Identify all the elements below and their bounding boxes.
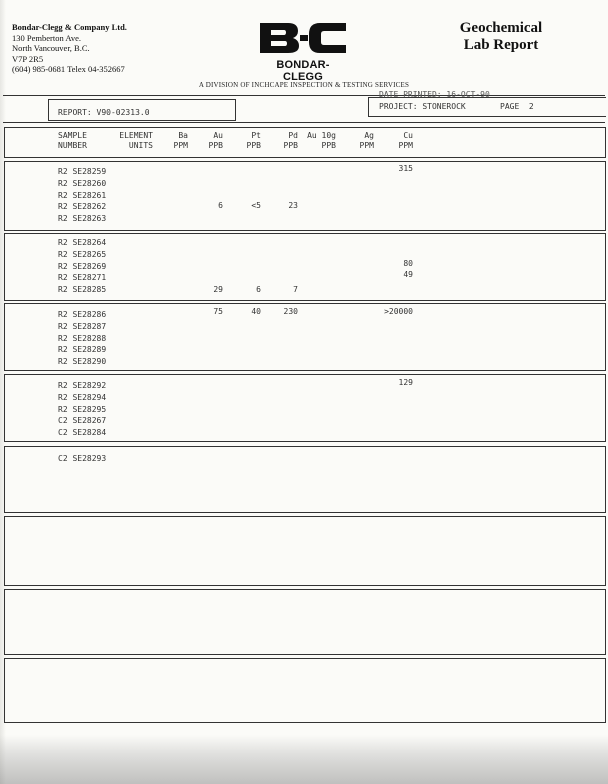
group-1-rows bbox=[58, 166, 106, 225]
sample-number: R2 SE28261 bbox=[58, 190, 107, 200]
sample-group-box-7 bbox=[4, 589, 606, 655]
sample-number: R2 SE28259 bbox=[58, 167, 107, 176]
header-rule-bottom bbox=[3, 122, 605, 123]
header-rule-top bbox=[3, 95, 605, 96]
sample-number: R2 SE28262 bbox=[58, 202, 107, 212]
group-3-rows bbox=[58, 309, 106, 368]
sample-number: R2 SE28289 bbox=[58, 345, 107, 355]
col-pt bbox=[231, 131, 261, 151]
col-au10g-unit: PPB bbox=[321, 141, 336, 150]
division-tagline: A DIVISION OF INCHCAPE INSPECTION & TESTING SERVICES bbox=[198, 81, 410, 89]
pt-value: 6 bbox=[256, 285, 261, 294]
col-cu bbox=[383, 131, 413, 151]
company-address-line2: North Vancouver, B.C. bbox=[12, 43, 90, 53]
pt-value: <5 bbox=[251, 201, 261, 210]
au-value: 29 bbox=[213, 285, 223, 294]
col-pt-element: Pt bbox=[251, 131, 261, 140]
sample-group-box-8 bbox=[4, 658, 606, 723]
col-sample bbox=[58, 131, 87, 151]
cu-value: 315 bbox=[398, 164, 413, 173]
company-name: Bondar-Clegg & Company Ltd. bbox=[12, 22, 127, 32]
col-element-line2: UNITS bbox=[128, 141, 153, 150]
col-pt-unit: PPB bbox=[246, 141, 261, 150]
sample-number: R2 SE28294 bbox=[58, 392, 107, 402]
col-element-line1: ELEMENT bbox=[119, 131, 153, 140]
sample-number: C2 SE28293 bbox=[58, 454, 107, 463]
sample-number: R2 SE28265 bbox=[58, 249, 107, 259]
au-value: 6 bbox=[218, 201, 223, 210]
pt-value: 40 bbox=[251, 307, 261, 316]
sample-number: R2 SE28285 bbox=[58, 285, 107, 295]
sample-number: R2 SE28263 bbox=[58, 214, 107, 224]
col-au10g bbox=[296, 131, 336, 151]
cu-value: 49 bbox=[403, 270, 413, 279]
project-name: PROJECT: STONEROCK bbox=[379, 102, 466, 111]
col-pd-element: Pd bbox=[288, 131, 298, 140]
col-pd bbox=[268, 131, 298, 151]
col-sample-line2: NUMBER bbox=[58, 141, 87, 150]
group-2-rows bbox=[58, 237, 106, 296]
report-title-line2: Lab Report bbox=[463, 37, 539, 53]
page-number: PAGE 2 bbox=[500, 102, 534, 111]
au-value: 75 bbox=[213, 307, 223, 316]
company-phone: (604) 985-0681 Telex 04-352667 bbox=[12, 64, 125, 74]
company-address bbox=[12, 22, 127, 75]
sample-number: R2 SE28286 bbox=[58, 310, 107, 319]
sample-number: C2 SE28284 bbox=[58, 428, 107, 438]
col-element bbox=[116, 131, 153, 151]
pd-value: 230 bbox=[283, 307, 298, 316]
sample-number: R2 SE28288 bbox=[58, 333, 107, 343]
col-ba-element: Ba bbox=[178, 131, 188, 140]
col-ag-unit: PPM bbox=[359, 141, 374, 150]
col-cu-unit: PPM bbox=[398, 141, 413, 150]
col-pd-unit: PPB bbox=[283, 141, 298, 150]
bc-logo-icon bbox=[258, 22, 348, 54]
sample-number: R2 SE28290 bbox=[58, 357, 107, 367]
col-cu-element: Cu bbox=[403, 131, 413, 140]
sample-number: R2 SE28292 bbox=[58, 381, 107, 390]
sample-number: C2 SE28267 bbox=[58, 416, 107, 426]
report-title-line1: Geochemical bbox=[459, 20, 543, 36]
sample-number: R2 SE28264 bbox=[58, 238, 107, 247]
col-au10g-element: Au 10g bbox=[307, 131, 336, 140]
sample-number: R2 SE28269 bbox=[58, 261, 107, 271]
col-ba bbox=[158, 131, 188, 151]
pd-value: 23 bbox=[288, 201, 298, 210]
col-sample-line1: SAMPLE bbox=[58, 131, 87, 140]
col-ag bbox=[344, 131, 374, 151]
company-postal-code: V7P 2R5 bbox=[12, 53, 44, 64]
col-ba-unit: PPM bbox=[173, 141, 188, 150]
col-ag-element: Ag bbox=[364, 131, 374, 140]
logo-wordmark: BONDAR-CLEGG bbox=[276, 59, 330, 83]
date-printed: DATE PRINTED: 16-OCT-90 bbox=[379, 90, 490, 99]
sample-group-box-6 bbox=[4, 516, 606, 586]
pd-value: 7 bbox=[293, 285, 298, 294]
col-au-element: Au bbox=[213, 131, 223, 140]
report-title bbox=[446, 20, 556, 54]
sample-number: R2 SE28271 bbox=[58, 273, 107, 283]
col-au bbox=[193, 131, 223, 151]
cu-value: 80 bbox=[403, 259, 413, 268]
group-5-rows bbox=[58, 453, 106, 465]
sample-number: R2 SE28260 bbox=[58, 178, 107, 188]
group-4-rows bbox=[58, 380, 106, 439]
cu-value: 129 bbox=[398, 378, 413, 387]
sample-number: R2 SE28287 bbox=[58, 321, 107, 331]
company-address-line1: 130 Pemberton Ave. bbox=[12, 32, 82, 43]
bondar-clegg-logo bbox=[258, 22, 348, 83]
col-au-unit: PPB bbox=[208, 141, 223, 150]
sample-number: R2 SE28295 bbox=[58, 404, 107, 414]
report-number: REPORT: V90-02313.0 bbox=[58, 108, 150, 117]
cu-value: >20000 bbox=[384, 307, 413, 316]
scan-footer-noise bbox=[0, 735, 608, 784]
